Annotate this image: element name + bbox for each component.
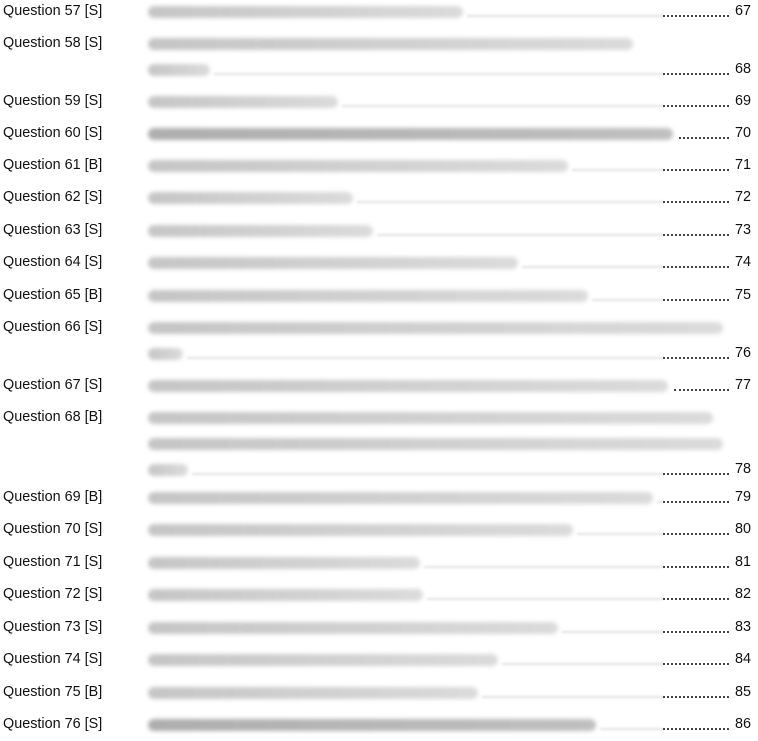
dot-leader <box>663 357 729 359</box>
entry-title-block <box>148 124 753 150</box>
dot-leader <box>663 15 729 17</box>
dot-leader <box>663 598 729 600</box>
entry-line <box>148 715 753 741</box>
leader-shadow <box>427 598 663 600</box>
dot-leader <box>663 696 729 698</box>
question-label: Question 69 [B] <box>3 489 103 505</box>
blurred-question-text <box>148 192 353 204</box>
page-number: 67 <box>734 3 751 19</box>
leader-shadow <box>522 266 663 268</box>
entry-line <box>148 318 753 344</box>
dot-leader <box>663 73 729 75</box>
page-number: 73 <box>734 222 751 238</box>
entry-line <box>148 618 753 644</box>
question-label: Question 64 [S] <box>3 254 103 270</box>
leader-shadow <box>592 299 663 301</box>
question-label: Question 73 [S] <box>3 619 103 635</box>
question-label: Question 57 [S] <box>3 3 103 19</box>
question-label: Question 68 [B] <box>3 409 103 425</box>
question-label: Question 72 [S] <box>3 586 103 602</box>
entry-title-block <box>148 188 753 214</box>
entry-line <box>148 34 753 60</box>
entry-line <box>148 488 753 514</box>
entry-title-block <box>148 408 753 486</box>
page-number: 68 <box>734 61 751 77</box>
entry-title-block <box>148 34 753 86</box>
dot-leader <box>663 566 729 568</box>
blurred-question-text <box>148 557 420 569</box>
blurred-question-text <box>148 589 423 601</box>
page-number: 83 <box>734 619 751 635</box>
entry-line <box>148 2 753 28</box>
page-number: 85 <box>734 684 751 700</box>
question-label: Question 58 [S] <box>3 35 103 51</box>
entry-title-block <box>148 318 753 370</box>
blurred-question-text <box>148 290 588 302</box>
page-number: 81 <box>734 554 751 570</box>
question-label: Question 74 [S] <box>3 651 103 667</box>
page-number: 80 <box>734 521 751 537</box>
entry-line <box>148 650 753 676</box>
dot-leader <box>663 234 729 236</box>
dot-leader <box>663 105 729 107</box>
entry-line <box>148 156 753 182</box>
blurred-question-text <box>148 128 673 140</box>
leader-shadow <box>467 15 663 17</box>
page-number: 78 <box>734 461 751 477</box>
leader-shadow <box>187 357 663 359</box>
leader-shadow <box>192 473 663 475</box>
leader-shadow <box>482 696 663 698</box>
blurred-question-text <box>148 160 568 172</box>
dot-leader <box>663 728 729 730</box>
entry-line <box>148 376 753 402</box>
page-number: 71 <box>734 157 751 173</box>
entry-title-block <box>148 156 753 182</box>
leader-shadow <box>562 631 663 633</box>
leader-shadow <box>600 728 663 730</box>
entry-line <box>148 683 753 709</box>
entry-line <box>148 188 753 214</box>
blurred-question-text <box>148 322 723 334</box>
leader-shadow <box>577 533 663 535</box>
page-number: 84 <box>734 651 751 667</box>
entry-line <box>148 344 753 370</box>
entry-line <box>148 221 753 247</box>
blurred-question-text <box>148 6 463 18</box>
dot-leader <box>663 201 729 203</box>
blurred-question-text <box>148 257 518 269</box>
blurred-question-text <box>148 719 596 731</box>
blurred-question-text <box>148 225 373 237</box>
question-label: Question 70 [S] <box>3 521 103 537</box>
dot-leader <box>663 266 729 268</box>
dot-leader <box>663 169 729 171</box>
page-number: 86 <box>734 716 751 732</box>
entry-title-block <box>148 650 753 676</box>
blurred-question-text <box>148 438 723 450</box>
entry-line <box>148 286 753 312</box>
blurred-question-text <box>148 64 210 76</box>
dot-leader <box>663 663 729 665</box>
page-number: 76 <box>734 345 751 361</box>
entry-line <box>148 520 753 546</box>
blurred-question-text <box>148 38 633 50</box>
blurred-question-text <box>148 492 653 504</box>
entry-line <box>148 460 753 486</box>
question-label: Question 61 [B] <box>3 157 103 173</box>
blurred-question-text <box>148 464 188 476</box>
dot-leader <box>663 631 729 633</box>
question-label: Question 75 [B] <box>3 684 103 700</box>
leader-shadow <box>377 234 663 236</box>
question-label: Question 65 [B] <box>3 287 103 303</box>
leader-shadow <box>502 663 663 665</box>
entry-title-block <box>148 221 753 247</box>
entry-line <box>148 124 753 150</box>
entry-line <box>148 253 753 279</box>
blurred-question-text <box>148 524 573 536</box>
question-label: Question 60 [S] <box>3 125 103 141</box>
page-number: 79 <box>734 489 751 505</box>
entry-title-block <box>148 683 753 709</box>
question-label: Question 67 [S] <box>3 377 103 393</box>
dot-leader <box>663 473 729 475</box>
leader-shadow <box>572 169 663 171</box>
entry-title-block <box>148 618 753 644</box>
dot-leader <box>663 501 729 503</box>
question-label: Question 59 [S] <box>3 93 103 109</box>
entry-title-block <box>148 253 753 279</box>
question-label: Question 62 [S] <box>3 189 103 205</box>
page-number: 74 <box>734 254 751 270</box>
leader-shadow <box>424 566 663 568</box>
entry-line <box>148 585 753 611</box>
entry-line <box>148 92 753 118</box>
entry-title-block <box>148 488 753 514</box>
page-number: 69 <box>734 93 751 109</box>
entry-title-block <box>148 286 753 312</box>
page-number: 72 <box>734 189 751 205</box>
entry-title-block <box>148 553 753 579</box>
leader-shadow <box>357 201 663 203</box>
entry-title-block <box>148 715 753 741</box>
leader-shadow <box>214 73 663 75</box>
blurred-question-text <box>148 654 498 666</box>
page-number: 75 <box>734 287 751 303</box>
entry-title-block <box>148 585 753 611</box>
entry-title-block <box>148 2 753 28</box>
blurred-question-text <box>148 348 183 360</box>
entry-line <box>148 434 753 460</box>
page-number: 77 <box>734 377 751 393</box>
page-number: 82 <box>734 586 751 602</box>
entry-line <box>148 60 753 86</box>
question-label: Question 63 [S] <box>3 222 103 238</box>
dot-leader <box>674 389 729 391</box>
blurred-question-text <box>148 380 668 392</box>
dot-leader <box>663 533 729 535</box>
leader-shadow <box>342 105 663 107</box>
entry-title-block <box>148 92 753 118</box>
blurred-question-text <box>148 622 558 634</box>
page-number: 70 <box>734 125 751 141</box>
dot-leader <box>663 299 729 301</box>
question-label: Question 66 [S] <box>3 319 103 335</box>
dot-leader <box>679 137 729 139</box>
question-label: Question 76 [S] <box>3 716 103 732</box>
blurred-question-text <box>148 412 713 424</box>
blurred-question-text <box>148 96 338 108</box>
question-label: Question 71 [S] <box>3 554 103 570</box>
entry-title-block <box>148 520 753 546</box>
blurred-question-text <box>148 687 478 699</box>
entry-line <box>148 408 753 434</box>
entry-line <box>148 553 753 579</box>
entry-title-block <box>148 376 753 402</box>
